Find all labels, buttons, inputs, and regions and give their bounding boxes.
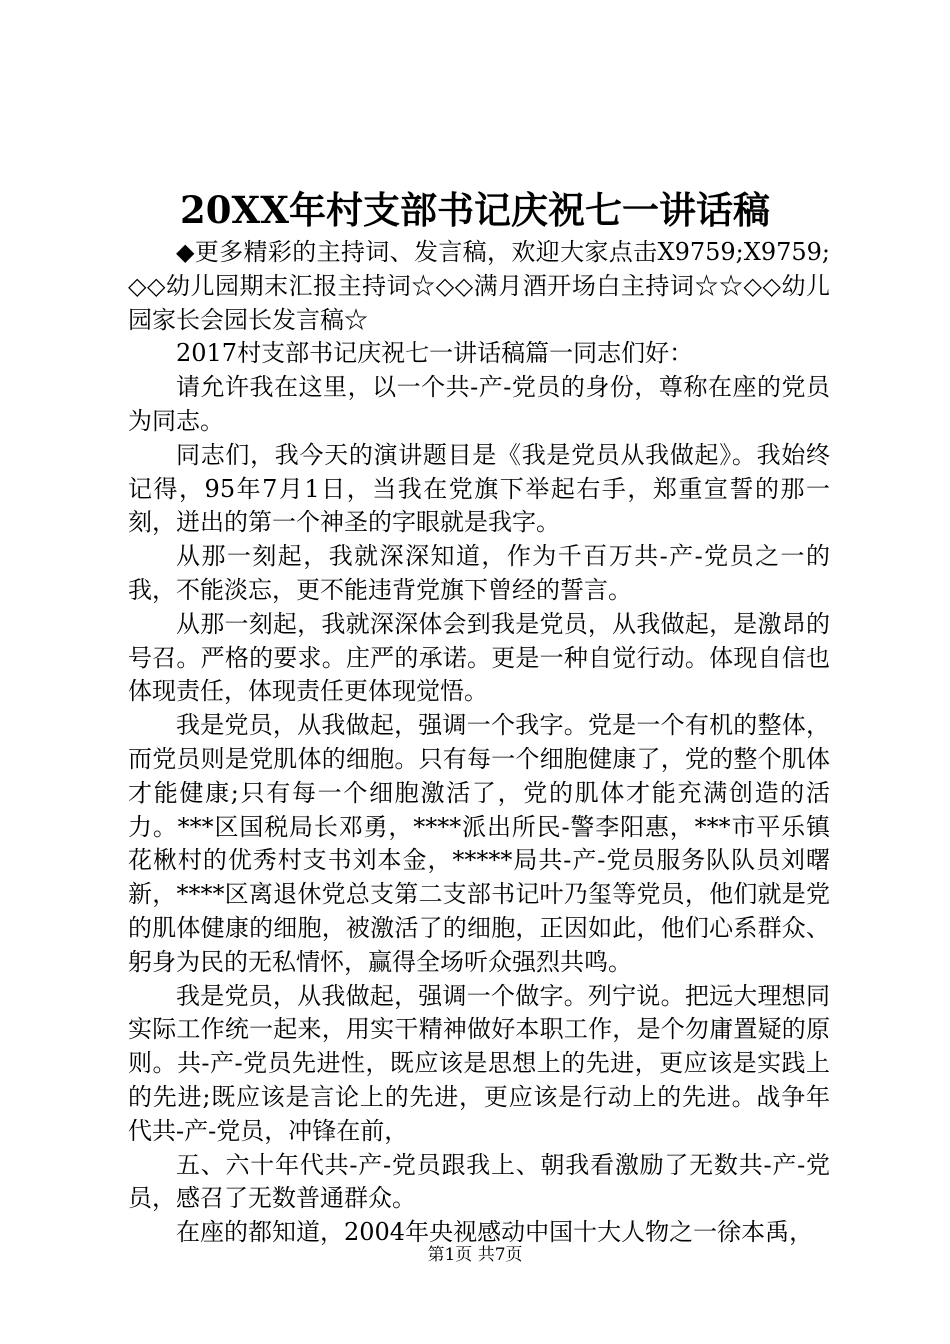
document-title: 20XX年村支部书记庆祝七一讲话稿 (180, 188, 770, 232)
paragraph: 从那一刻起，我就深深知道，作为千百万共-产-党员之一的我，不能淡忘，更不能违背党旗下曾经的誓言。 (128, 542, 830, 604)
paragraph: 请允许我在这里，以一个共-产-党员的身份，尊称在座的党员为同志。 (128, 373, 830, 435)
document-body (128, 236, 830, 1250)
paragraph: 五、六十年代共-产-党员跟我上、朝我看激励了无数共-产-党员，感召了无数普通群众。 (128, 1150, 830, 1213)
paragraph: 从那一刻起，我就深深体会到我是党员，从我做起，是激昂的号召。严格的要求。庄严的承诺。更是一种自觉行动。体现自信也体现责任，体现责任更体现觉悟。 (128, 609, 830, 706)
paragraph: 我是党员，从我做起，强调一个我字。党是一个有机的整体，而党员则是党肌体的细胞。只有每一个细胞健康了，党的整个肌体才能健康;只有每一个细胞激活了，党的肌体才能充满创造的活力。***区国税局长邓勇，****派出所民-警李阳惠，***市平乐镇花楸村的优秀村支书刘本金，*****局共-产-党员服务队队员刘曙新，****区离退休党总支第二支部书记叶乃玺等党员，他们就是党的肌体健康的细胞，被激活了的细胞，正因如此，他们心系群众、躬身为民的无私情怀，赢得全场听众强烈共鸣。 (128, 711, 830, 976)
page-footer (0, 1244, 950, 1266)
paragraph: 同志们，我今天的演讲题目是《我是党员从我做起》。我始终记得，95年7月1日，当我在党旗下举起右手，郑重宣誓的那一刻，迸出的第一个神圣的字眼就是我字。 (128, 440, 830, 537)
paragraph-intro-links: ◆更多精彩的主持词、发言稿，欢迎大家点击X9759;X9759;◇◇幼儿园期末汇报主持词☆◇◇满月酒开场白主持词☆☆◇◇幼儿园家长会园长发言稿☆ (128, 238, 830, 334)
paragraph: 我是党员，从我做起，强调一个做字。列宁说。把远大理想同实际工作统一起来，用实干精神做好本职工作，是个勿庸置疑的原则。共-产-党员先进性，既应该是思想上的先进，更应该是实践上的先进;既应该是言论上的先进，更应该是行动上的先进。战争年代共-产-党员，冲锋在前， (128, 981, 830, 1145)
paragraph-heading-greeting: 2017村支部书记庆祝七一讲话稿篇一同志们好： (176, 339, 694, 368)
paragraph: 在座的都知道，2004年央视感动中国十大人物之一徐本禹， (176, 1218, 814, 1247)
page-indicator: 第1页 共7页 (427, 1245, 523, 1265)
